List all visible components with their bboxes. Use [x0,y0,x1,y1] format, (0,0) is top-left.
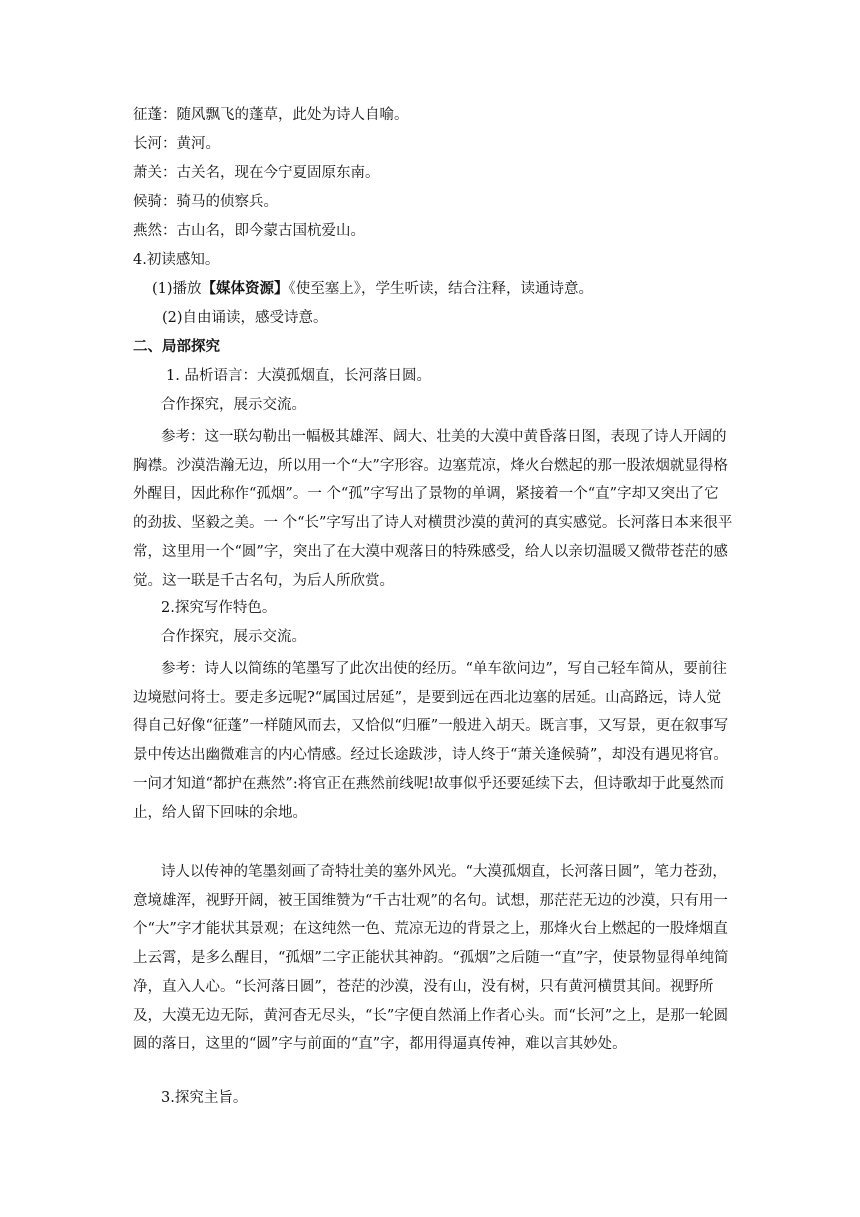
glossary-yanran: 燕然：古山名，即今蒙古国杭爱山。 [133,223,365,239]
question-2: 2.探究写作特色。 [161,600,277,616]
step4-item1-prefix: (1)播放 [152,281,202,297]
section2-heading: 二、局部探究 [133,338,220,355]
step4-item1-suffix: 《使至塞上》，学生听读，结合注释，读通诗意。 [288,281,594,297]
coop-2: 合作探究，展示交流。 [161,629,306,645]
reference-2-text: 参考：诗人以简练的笔墨写了此次出使的经历。“单车欲问边”，写自己轻车简从，要前往边境慰问将士。要走多远呢?“属国过居延”，是要到远在西北边塞的居延。山高路远，诗人觉得自己好像“征蓬”一样随风而去，又恰似“归雁”一般进入胡天。既言事，又写景，更在叙事写景中传达出幽微难言的内心情感。经过长途跋涉，诗人终于“萧关逢候骑”，却没有遇见将官。一问才知道“都护在燕然”:将官正在燕然前线呢!故事似乎还要延续下去，但诗歌却于此戛然而止，给人留下回味的余地。 [133,661,729,821]
glossary-zhengpeng: 征蓬：随风飘飞的蓬草，此处为诗人自喻。 [133,107,409,123]
step4-item2: (2)自由诵读，感受诗意。 [162,310,328,326]
question-1: 1. 品析语言：大漠孤烟直，长河落日圆。 [166,368,431,384]
step4-item1 [152,279,593,299]
reference-1-text: 参考：这一联勾勒出一幅极其雄浑、阔大、壮美的大漠中黄昏落日图，表现了诗人开阔的胸襟。沙漠浩瀚无边，所以用一个“大”字形容。边塞荒凉，烽火台燃起的那一股浓烟就显得格外醒目，因此称作“孤烟”。一 个“孤”字写出了景物的单调，紧接着一个“直”字却又突出了它的劲拔、坚毅之美。一 个“长”字写出了诗人对横贯沙漠的黄河的真实感觉。长河落日本来很平常，这里用一个“圆”字，突出了在大漠中观落日的特殊感受，给人以亲切温暖又微带苍茫的感觉。这一联是千古名句，为后人所欣赏。 [133,429,733,589]
paragraph-3-text: 诗人以传神的笔墨刻画了奇特壮美的塞外风光。“大漠孤烟直，长河落日圆”，笔力苍劲，意境雄浑，视野开阔，被王国维赞为“千古壮观”的名句。试想，那茫茫无边的沙漠，只有用一个“大”字才能状其景观；在这纯然一色、荒凉无边的背景之上，那烽火台上燃起的一股烽烟直上云霄，是多么醒目，“孤烟”二字正能状其神韵。“孤烟”之后随一“直”字，使景物显得单纯简净，直入人心。“长河落日圆”，苍茫的沙漠，没有山，没有树，只有黄河横贯其间。视野所及，大漠无边无际，黄河杳无尽头，“长”字便自然涌上作者心头。而“长河”之上，是那一轮圆圆的落日，这里的“圆”字与前面的“直”字，都用得逼真传神，难以言其妙处。 [133,864,729,1053]
paragraph-3 [133,858,733,1059]
step4-title: 4.初读感知。 [133,252,220,268]
media-resource-label: 【媒体资源】 [201,280,289,297]
glossary-houqi: 候骑：骑马的侦察兵。 [133,194,278,210]
glossary-xiaoguan: 萧关：古关名，现在今宁夏固原东南。 [133,165,380,181]
reference-paragraph-2 [133,655,733,827]
question-3: 3.探究主旨。 [161,1090,248,1106]
reference-paragraph-1 [133,423,733,595]
coop-1: 合作探究，展示交流。 [161,397,306,413]
glossary-changhe: 长河：黄河。 [133,136,220,152]
